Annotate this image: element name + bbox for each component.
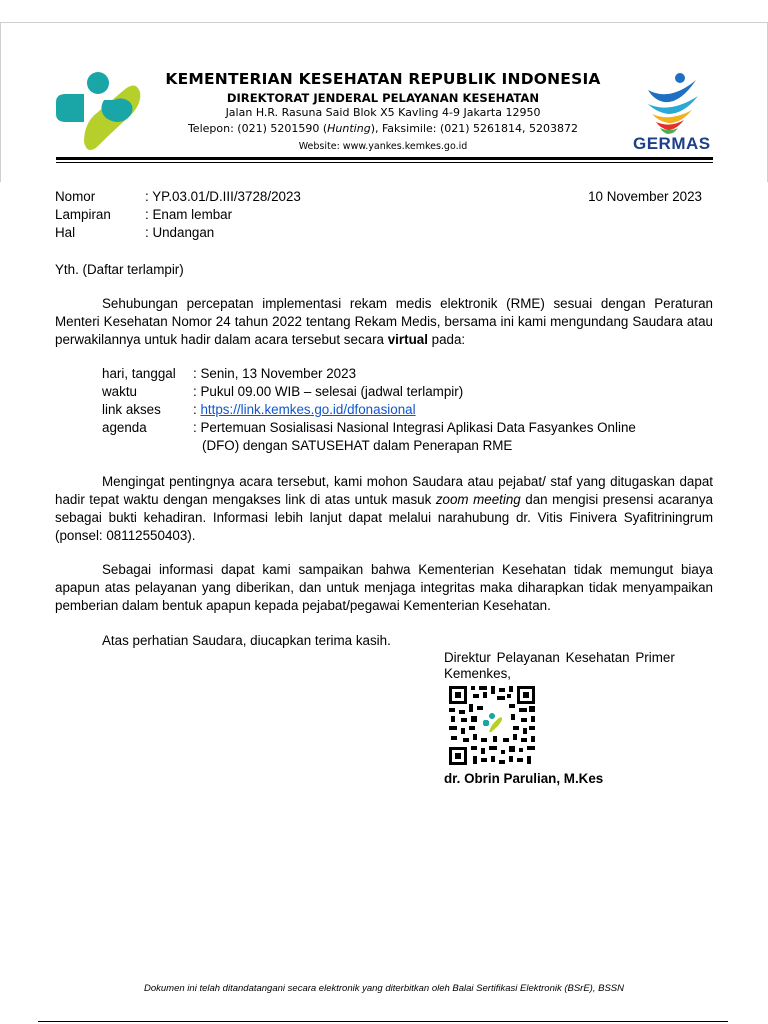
day-value: : Senin, 13 November 2023 xyxy=(193,366,357,381)
phone-prefix: Telepon: (021) 5201590 ( xyxy=(187,122,328,135)
lampiran-value: : Enam lembar xyxy=(145,207,233,222)
link-label: link akses xyxy=(102,402,161,417)
paragraph-intro-end: pada: xyxy=(427,332,466,347)
paragraph-intro xyxy=(55,295,713,349)
time-value: : Pukul 09.00 WIB – selesai (jadwal terlampir) xyxy=(193,384,464,399)
signatory-title-line2: Kemenkes, xyxy=(444,666,511,681)
day-label: hari, tanggal xyxy=(102,366,176,381)
paragraph-intro-bold: virtual xyxy=(387,332,428,347)
address: Jalan H.R. Rasuna Said Blok X5 Kavling 4-9 Jakarta 12950 xyxy=(225,106,541,119)
nomor-label: Nomor xyxy=(55,189,96,204)
paragraph-attendance-italic: zoom meeting xyxy=(435,492,521,507)
phone-line xyxy=(148,122,618,135)
agenda-line1: : Pertemuan Sosialisasi Nasional Integrasi Aplikasi Data Fasyankes Online xyxy=(193,420,636,435)
letterhead-rule-thick xyxy=(56,157,713,160)
paragraph-attendance-end: dan mengisi presensi acaranya sebagai bukti kehadiran. Informasi lebih lanjut dapat melalui narahubung dr. Vitis Finivera Syafitriningrum (ponsel: 08112550403). xyxy=(55,492,713,543)
agenda-label: agenda xyxy=(102,420,147,435)
phone-hunting: Hunting xyxy=(327,122,371,135)
time-label: waktu xyxy=(102,384,137,399)
closing: Atas perhatian Saudara, diucapkan terima kasih. xyxy=(102,633,391,648)
link-colon: : xyxy=(193,402,201,417)
ministry-name: KEMENTERIAN KESEHATAN REPUBLIK INDONESIA xyxy=(165,70,601,88)
letterhead xyxy=(148,70,618,152)
signature-qr-code-icon xyxy=(447,684,537,767)
hal-value: : Undangan xyxy=(145,225,215,240)
germas-label: GERMAS xyxy=(633,134,711,153)
e-signature-note: Dokumen ini telah ditandatangani secara elektronik yang diterbitkan oleh Balai Sertifikasi Elektronik (BSrE), BSSN xyxy=(144,983,624,994)
link-row xyxy=(193,402,416,417)
paragraph-intro-text: Sehubungan percepatan implementasi rekam medis elektronik (RME) sesuai dengan Peraturan Menteri Kesehatan Nomor 24 tahun 2022 tentang Rekam Medis, bersama ini kami mengundang Saudara atau perwakilannya untuk hadir dalam acara tersebut secara xyxy=(55,296,713,347)
recipient: Yth. (Daftar terlampir) xyxy=(55,262,184,277)
website: Website: www.yankes.kemkes.go.id xyxy=(298,141,468,152)
nomor-value: : YP.03.01/D.III/3728/2023 xyxy=(145,189,301,204)
signatory-name: dr. Obrin Parulian, M.Kes xyxy=(444,771,604,786)
signatory-title-line1: Direktur Pelayanan Kesehatan Primer xyxy=(444,650,675,665)
hal-label: Hal xyxy=(55,225,76,240)
directorate-name: DIREKTORAT JENDERAL PELAYANAN KESEHATAN xyxy=(226,91,540,105)
page-top-edge xyxy=(0,0,768,23)
letterhead-rule-thin xyxy=(56,162,713,163)
lampiran-label: Lampiran xyxy=(55,207,111,222)
zoom-link[interactable]: https://link.kemkes.go.id/dfonasional xyxy=(200,402,416,417)
paragraph-attendance xyxy=(55,473,713,545)
paragraph-attendance-start: Mengingat pentingnya acara tersebut, kami mohon Saudara atau pejabat/ staf yang ditugaskan dapat hadir tepat waktu dengan mengakses link di atas untuk masuk xyxy=(55,474,713,507)
footer-rule xyxy=(38,1021,728,1022)
letter-date: 10 November 2023 xyxy=(588,189,702,204)
paragraph-integrity: Sebagai informasi dapat kami sampaikan bahwa Kementerian Kesehatan tidak memungut biaya apapun atas pelayanan yang diberikan, dan untuk menjaga integritas maka diharapkan tidak menyampaikan pemberian dalam bentuk apapun kepada pejabat/pegawai Kementerian Kesehatan. xyxy=(55,562,713,613)
kemenkes-logo-icon xyxy=(54,70,142,152)
phone-suffix: ), Faksimile: (021) 5261814, 5203872 xyxy=(370,122,579,135)
page-left-edge xyxy=(0,22,1,182)
agenda-line2: (DFO) dengan SATUSEHAT dalam Penerapan RME xyxy=(202,438,513,453)
